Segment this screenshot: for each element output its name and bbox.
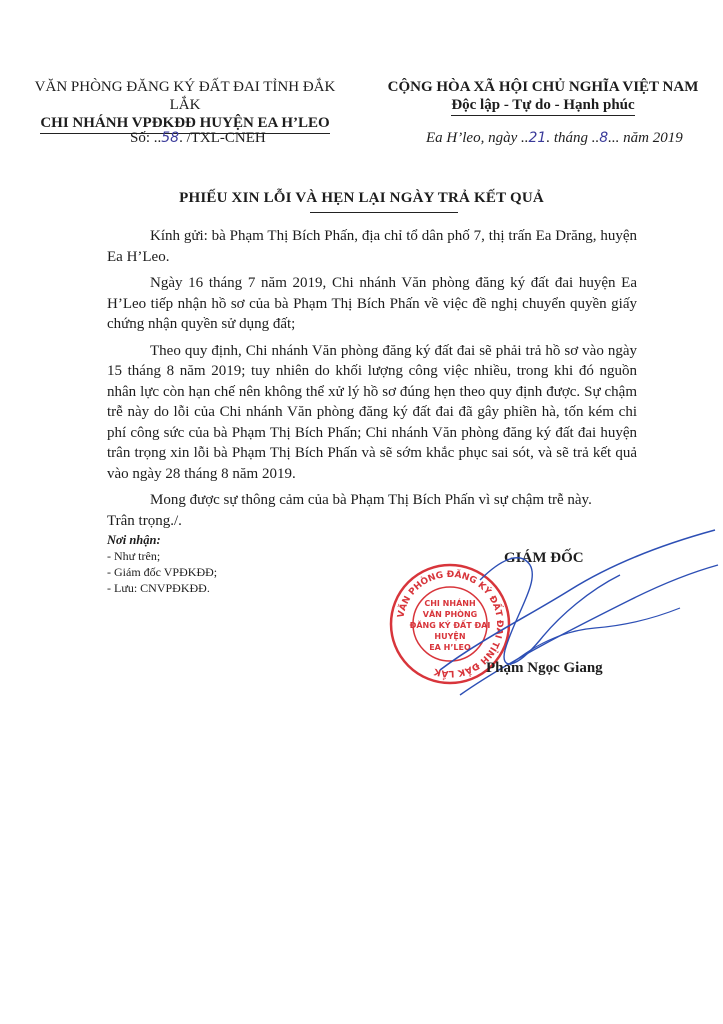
issuing-agency-block — [20, 78, 350, 134]
svg-text:CHI NHÁNH: CHI NHÁNH — [424, 599, 476, 608]
apology-paragraph: Theo quy định, Chi nhánh Văn phòng đăng ký đất đai sẽ phải trả hồ sơ vào ngày 15 tháng 8 năm 2019; tuy nhiên do khối lượng công việc nhiều, trong khi đó nguồn nhân lực còn hạn chế nên không thể xử lý hồ sơ đúng hẹn theo quy định được. Sự chậm trễ này do lỗi của Chi nhánh Văn phòng đăng ký đất đai đã gây phiền hà, tốn kém chi phí công sức của bà Phạm Thị Bích Phấn; Chi nhánh Văn phòng đăng ký đất đai huyện trân trọng xin lỗi bà Phạm Thị Bích Phấn và sẽ sớm khắc phục sai sót, và sẽ trả kết quả vào ngày 28 tháng 8 năm 2019. — [107, 342, 637, 482]
svg-text:EA H’LEO: EA H’LEO — [429, 643, 471, 652]
national-motto-block — [378, 78, 708, 116]
recipient-item: - Giám đốc VPĐKĐĐ; — [107, 565, 218, 579]
branch-name-text: CHI NHÁNH VPĐKĐĐ HUYỆN EA H’LEO — [40, 114, 329, 134]
salutation-paragraph: Kính gửi: bà Phạm Thị Bích Phấn, địa chỉ tổ dân phố 7, thị trấn Ea Drăng, huyện Ea H’Leo. — [107, 228, 637, 265]
document-title — [0, 190, 723, 207]
date-prefix: Ea H’leo, ngày .. — [426, 130, 529, 146]
recipients-block — [107, 532, 217, 596]
document-number — [130, 130, 266, 147]
signer-title: GIÁM ĐỐC — [504, 550, 584, 566]
svg-text:VĂN PHÒNG: VĂN PHÒNG — [422, 610, 478, 619]
motto-text: Độc lập - Tự do - Hạnh phúc — [451, 96, 634, 116]
title-underline — [310, 212, 458, 213]
handwritten-signature — [420, 520, 720, 710]
national-title: CỘNG HÒA XÃ HỘI CHỦ NGHĨA VIỆT NAM — [387, 79, 699, 95]
recipient-item: - Lưu: CNVPĐKĐĐ. — [107, 581, 210, 595]
doc-number-suffix: . /TXL-CNEH — [179, 130, 266, 146]
receipt-paragraph: Ngày 16 tháng 7 năm 2019, Chi nhánh Văn phòng đăng ký đất đai huyện Ea H’Leo tiếp nhận hồ sơ của bà Phạm Thị Bích Phấn về việc đề nghị chuyển quyền giấy chứng nhận quyền sử dụng đất; — [107, 275, 637, 332]
motto — [378, 96, 708, 116]
document-date — [426, 130, 683, 147]
doc-number-prefix: Số: .. — [130, 130, 162, 146]
date-day-handwritten: 21 — [528, 130, 547, 146]
date-middle: . tháng .. — [546, 130, 600, 146]
recipient-item: - Như trên; — [107, 549, 161, 563]
closing-phrase: Trân trọng./. — [107, 512, 182, 529]
document-title-text: PHIẾU XIN LỖI VÀ HẸN LẠI NGÀY TRẢ KẾT QUẢ — [179, 190, 544, 206]
svg-text:ĐĂNG KÝ ĐẤT ĐAI: ĐĂNG KÝ ĐẤT ĐAI — [409, 621, 491, 630]
svg-text:VĂN PHÒNG ĐĂNG KÝ ĐẤT ĐAI TỈNH: VĂN PHÒNG ĐĂNG KÝ ĐẤT ĐAI TỈNH ĐẮK LẮK — [396, 569, 505, 679]
svg-text:HUYỆN: HUYỆN — [434, 632, 466, 641]
date-month-handwritten: 8 — [599, 130, 609, 146]
date-suffix: ... năm 2019 — [608, 130, 683, 146]
document-body — [107, 226, 637, 531]
recipients-heading: Nơi nhận: — [107, 533, 161, 547]
understanding-paragraph: Mong được sự thông cảm của bà Phạm Thị Bích Phấn vì sự chậm trễ này. — [150, 492, 592, 508]
signer-name: Phạm Ngọc Giang — [486, 660, 603, 676]
parent-agency-name: VĂN PHÒNG ĐĂNG KÝ ĐẤT ĐAI TỈNH ĐẮK LẮK — [34, 79, 336, 113]
doc-number-handwritten: 58 — [161, 130, 180, 146]
